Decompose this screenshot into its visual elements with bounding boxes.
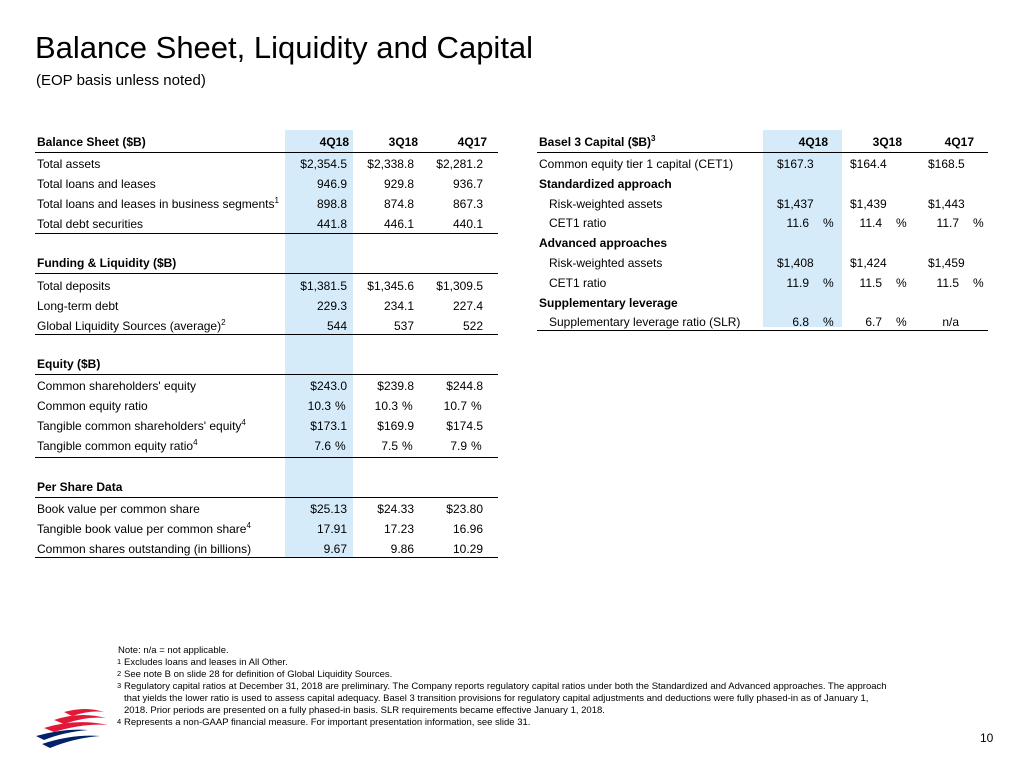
table-cell <box>397 439 467 453</box>
table-cell <box>261 399 331 413</box>
column-header <box>426 135 487 149</box>
table-cell-text: $1,439 <box>850 197 887 211</box>
table-row-label-text: Total loans and leases in business segments <box>37 197 275 211</box>
percent-sign-text: % <box>471 399 482 413</box>
table-cell-text: $24.33 <box>377 502 414 516</box>
table-row-label <box>37 197 279 211</box>
table-cell <box>413 502 483 516</box>
table-cell-text: 10.3 <box>374 399 398 413</box>
footnote-text <box>124 705 605 716</box>
table-row-label <box>37 319 226 333</box>
footnote-text-text: Represents a non-GAAP financial measure. For important presentation information, see slide 31. <box>124 717 531 728</box>
table-cell-text: 11.7 <box>936 216 959 230</box>
footnote-text <box>124 657 288 668</box>
section-rule <box>35 457 498 458</box>
table-cell-text: $1,309.5 <box>436 279 483 293</box>
section-label <box>539 177 672 191</box>
table-cell-text: $1,381.5 <box>300 279 347 293</box>
table-row-label-text: CET1 ratio <box>549 216 607 230</box>
table-cell-text: 946.9 <box>316 177 347 191</box>
table-cell <box>822 276 882 290</box>
table-cell-text: 522 <box>462 319 483 333</box>
footnote-text <box>124 669 392 680</box>
table-cell-text: $1,437 <box>777 197 814 211</box>
table-cell <box>277 502 347 516</box>
table-cell-text: 17.23 <box>383 522 414 536</box>
table-cell <box>344 419 414 433</box>
table-cell <box>928 197 965 211</box>
table-cell <box>397 399 467 413</box>
table-cell-text: 11.5 <box>936 276 959 290</box>
table-cell-text: $164.4 <box>850 157 887 171</box>
table-row-label-text: Risk-weighted assets <box>549 197 663 211</box>
table-cell-text: 16.96 <box>452 522 483 536</box>
table-cell <box>413 157 483 171</box>
page-subtitle: (EOP basis unless noted) <box>36 72 206 89</box>
table-row-label <box>37 522 251 536</box>
footnote-number-text: 3 <box>117 681 122 690</box>
table-cell-text: 874.8 <box>383 197 414 211</box>
table-cell <box>277 379 347 393</box>
percent-sign-text: % <box>896 276 907 290</box>
table-row-label-text: Long-term debt <box>37 299 119 313</box>
section-label-text: Supplementary leverage <box>539 296 678 310</box>
table-row-label-text: Risk-weighted assets <box>549 256 663 270</box>
table-cell-text: 10.3 <box>307 399 331 413</box>
table-cell <box>277 217 347 231</box>
table-cell <box>899 276 959 290</box>
footnote-text <box>124 693 868 704</box>
percent-sign-text: % <box>823 216 834 230</box>
percent-sign-text: % <box>896 216 907 230</box>
table-cell-text: 867.3 <box>452 197 483 211</box>
table-cell-text: $23.80 <box>446 502 483 516</box>
footnote-text <box>124 681 887 692</box>
table-cell <box>261 439 331 453</box>
table-cell <box>413 379 483 393</box>
section-label-text: Standardized approach <box>539 177 672 191</box>
table-row-label <box>539 157 733 171</box>
table-cell-text: 9.86 <box>390 542 414 556</box>
table-cell-text: 440.1 <box>452 217 483 231</box>
table-cell-text: $1,408 <box>777 256 814 270</box>
column-header-text: 4Q18 <box>798 135 828 149</box>
table-cell-text: $2,338.8 <box>367 157 414 171</box>
section-label <box>37 357 100 371</box>
table-cell-text: $1,424 <box>850 256 887 270</box>
table-cell-text: $174.5 <box>446 419 483 433</box>
table-row-label-text: Common equity ratio <box>37 399 148 413</box>
table-cell <box>777 157 814 171</box>
footnote-text-text: 2018. Prior periods are presented on a fully phased-in basis. SLR requirements became effective January 1, 2018. <box>124 705 605 716</box>
table-row-label <box>37 419 246 433</box>
page-number: 10 <box>980 731 994 745</box>
table-cell <box>344 502 414 516</box>
table-cell-text: $169.9 <box>377 419 414 433</box>
section-label-text: Equity ($B) <box>37 357 101 371</box>
table-cell <box>413 542 483 556</box>
footnote-number <box>117 656 121 667</box>
table-row-label <box>37 502 200 516</box>
table-cell <box>344 177 414 191</box>
footnote-text-text: Regulatory capital ratios at December 31, 2018 are preliminary. The Company reports regulatory capital ratios under both the Standardized and Advanced approaches. The approach <box>124 681 887 692</box>
table-cell-text: 10.29 <box>452 542 483 556</box>
table-cell-text: 11.6 <box>786 216 809 230</box>
table-row-label-text: Total deposits <box>37 279 111 293</box>
table-cell <box>413 522 483 536</box>
table-cell-text: $168.5 <box>928 157 965 171</box>
table-row-label <box>549 315 740 329</box>
section-rule <box>35 273 498 274</box>
table-row-label <box>37 399 148 413</box>
table-cell-text: $1,345.6 <box>367 279 414 293</box>
table-cell <box>277 197 347 211</box>
table-cell <box>899 315 959 329</box>
column-header-text: 4Q18 <box>319 135 349 149</box>
table-cell-text: 229.3 <box>316 299 347 313</box>
percent-sign <box>471 439 482 453</box>
column-header <box>846 135 902 149</box>
column-header <box>920 135 974 149</box>
table-cell-text: 544 <box>326 319 347 333</box>
percent-sign-text: % <box>402 399 413 413</box>
current-quarter-highlight <box>285 130 353 558</box>
table-cell-text: $25.13 <box>310 502 347 516</box>
footnote-number <box>117 680 121 691</box>
table-row-label-text: Total debt securities <box>37 217 144 231</box>
table-cell <box>344 217 414 231</box>
footnote-number-text: 1 <box>117 657 122 666</box>
table-cell-text: 898.8 <box>316 197 347 211</box>
table-cell <box>850 157 887 171</box>
table-header-label <box>37 135 146 149</box>
footnote-text <box>124 717 530 728</box>
table-row-label <box>37 542 251 556</box>
section-rule <box>35 374 498 375</box>
table-cell <box>277 319 347 333</box>
section-label <box>37 480 122 494</box>
section-rule <box>35 334 498 335</box>
table-row-label-text: Global Liquidity Sources (average) <box>37 319 222 333</box>
table-cell <box>328 399 398 413</box>
table-cell-text: 7.5 <box>381 439 398 453</box>
footnote-marker: 4 <box>193 438 198 447</box>
section-rule <box>35 233 498 234</box>
table-cell <box>413 319 483 333</box>
section-label-text: Funding & Liquidity ($B) <box>37 256 177 270</box>
footnote-marker: 2 <box>221 318 226 327</box>
table-cell-text: $167.3 <box>777 157 814 171</box>
table-cell-text: 17.91 <box>316 522 347 536</box>
table-cell-text: $173.1 <box>310 419 347 433</box>
percent-sign-text: % <box>823 315 834 329</box>
table-cell-text: n/a <box>942 315 959 329</box>
footnote-number <box>117 668 121 679</box>
table-row-label-text: Total loans and leases <box>37 177 156 191</box>
table-cell <box>822 315 882 329</box>
table-cell-text: 441.8 <box>316 217 347 231</box>
table-cell <box>928 157 965 171</box>
table-cell <box>899 216 959 230</box>
table-bottom-rule <box>537 330 988 331</box>
table-cell-text: 446.1 <box>383 217 414 231</box>
column-header <box>763 135 828 149</box>
table-cell-text: 11.5 <box>859 276 882 290</box>
percent-sign <box>471 399 482 413</box>
table-bottom-rule <box>35 557 498 558</box>
table-cell-text: 537 <box>393 319 414 333</box>
table-cell <box>777 256 814 270</box>
section-rule <box>35 497 498 498</box>
table-cell <box>277 419 347 433</box>
footnote-marker: 4 <box>241 418 246 427</box>
table-cell <box>344 522 414 536</box>
table-row-label <box>37 379 196 393</box>
table-cell-text: $2,354.5 <box>300 157 347 171</box>
table-cell <box>413 299 483 313</box>
table-header-label-text: Balance Sheet ($B) <box>37 135 146 149</box>
table-row-label <box>37 279 110 293</box>
percent-sign-text: % <box>823 276 834 290</box>
header-rule <box>35 152 498 153</box>
percent-sign-text: % <box>973 276 984 290</box>
footnote-marker: 3 <box>651 134 656 143</box>
column-header-text: 3Q18 <box>872 135 902 149</box>
table-row-label-text: Supplementary leverage ratio (SLR) <box>549 315 741 329</box>
percent-sign-text: % <box>896 315 907 329</box>
table-cell-text: 6.8 <box>792 315 809 329</box>
table-row-label-text: Tangible book value per common share <box>37 522 247 536</box>
footnote-marker: 4 <box>246 521 251 530</box>
table-cell <box>749 276 809 290</box>
table-cell-text: 929.8 <box>383 177 414 191</box>
table-cell-text: $243.0 <box>310 379 347 393</box>
table-cell-text: 9.67 <box>323 542 347 556</box>
table-cell <box>928 256 965 270</box>
section-label <box>539 236 667 250</box>
column-header <box>357 135 418 149</box>
table-cell <box>413 217 483 231</box>
table-cell-text: 234.1 <box>383 299 414 313</box>
column-header-text: 4Q17 <box>457 135 487 149</box>
table-cell <box>413 419 483 433</box>
table-cell-text: 936.7 <box>452 177 483 191</box>
table-cell <box>850 256 887 270</box>
table-cell <box>822 216 882 230</box>
table-row-label-text: Tangible common shareholders' equity <box>37 419 242 433</box>
percent-sign-text: % <box>335 439 346 453</box>
percent-sign <box>973 216 984 230</box>
footnote-number <box>117 716 121 727</box>
table-cell-text: $2,281.2 <box>436 157 483 171</box>
header-rule <box>537 152 988 153</box>
table-cell <box>777 197 814 211</box>
percent-sign-text: % <box>471 439 482 453</box>
table-row-label <box>549 256 662 270</box>
percent-sign <box>973 276 984 290</box>
table-row-label-text: Tangible common equity ratio <box>37 439 194 453</box>
footnote-text-text: that yields the lower ratio is used to assess capital adequacy. Basel 3 transition provisions for regulatory capital adjustments and deductions were fully phased-in as of January 1, <box>124 693 869 704</box>
page-title: Balance Sheet, Liquidity and Capital <box>35 30 534 65</box>
table-cell <box>277 279 347 293</box>
table-row-label-text: Total assets <box>37 157 101 171</box>
table-cell-text: 10.7 <box>443 399 467 413</box>
table-row-label-text: Common shareholders' equity <box>37 379 197 393</box>
table-cell-text: 11.9 <box>786 276 809 290</box>
footnote-text <box>118 645 229 656</box>
section-label-text: Per Share Data <box>37 480 123 494</box>
table-row-label <box>37 157 100 171</box>
footnote-text-text: Note: n/a = not applicable. <box>118 645 229 656</box>
bank-flag-logo-icon <box>34 708 116 748</box>
table-cell-text: $239.8 <box>377 379 414 393</box>
table-row-label <box>549 276 606 290</box>
table-cell <box>749 216 809 230</box>
table-cell-text: $1,443 <box>928 197 965 211</box>
table-cell <box>277 542 347 556</box>
table-cell-text: 227.4 <box>452 299 483 313</box>
table-cell-text: 6.7 <box>865 315 882 329</box>
table-row-label <box>549 216 606 230</box>
table-row-label <box>37 299 118 313</box>
table-row-label <box>37 439 198 453</box>
table-cell-text: 11.4 <box>859 216 882 230</box>
table-cell <box>749 315 809 329</box>
footnote-marker: 1 <box>274 196 279 205</box>
table-cell <box>344 279 414 293</box>
table-cell-text: 7.9 <box>450 439 467 453</box>
footnote-text-text: Excludes loans and leases in All Other. <box>124 657 288 668</box>
table-cell <box>328 439 398 453</box>
table-cell <box>277 157 347 171</box>
column-header-text: 4Q17 <box>944 135 974 149</box>
table-cell <box>344 319 414 333</box>
table-row-label-text: Book value per common share <box>37 502 200 516</box>
table-row-label <box>37 217 143 231</box>
table-cell <box>413 279 483 293</box>
percent-sign-text: % <box>335 399 346 413</box>
table-header-label-text: Basel 3 Capital ($B) <box>539 135 652 149</box>
table-cell <box>344 157 414 171</box>
table-cell-text: $244.8 <box>446 379 483 393</box>
column-header-text: 3Q18 <box>388 135 418 149</box>
section-label <box>37 256 176 270</box>
table-cell <box>344 197 414 211</box>
column-header <box>285 135 349 149</box>
table-cell <box>277 299 347 313</box>
footnote-number-text: 4 <box>117 717 122 726</box>
table-cell <box>344 379 414 393</box>
percent-sign-text: % <box>973 216 984 230</box>
table-cell-text: 7.6 <box>314 439 331 453</box>
table-row-label-text: Common shares outstanding (in billions) <box>37 542 252 556</box>
table-cell <box>850 197 887 211</box>
table-cell <box>413 177 483 191</box>
table-cell <box>277 177 347 191</box>
table-cell <box>344 299 414 313</box>
table-cell <box>413 197 483 211</box>
table-row-label-text: Common equity tier 1 capital (CET1) <box>539 157 734 171</box>
table-row-label <box>37 177 156 191</box>
table-row-label <box>549 197 662 211</box>
percent-sign-text: % <box>402 439 413 453</box>
footnote-number-text: 2 <box>117 669 122 678</box>
table-cell <box>344 542 414 556</box>
section-label-text: Advanced approaches <box>539 236 668 250</box>
footnote-text-text: See note B on slide 28 for definition of Global Liquidity Sources. <box>124 669 393 680</box>
table-header-label <box>539 135 656 149</box>
section-label <box>539 296 678 310</box>
table-cell <box>277 522 347 536</box>
table-row-label-text: CET1 ratio <box>549 276 607 290</box>
table-cell-text: $1,459 <box>928 256 965 270</box>
